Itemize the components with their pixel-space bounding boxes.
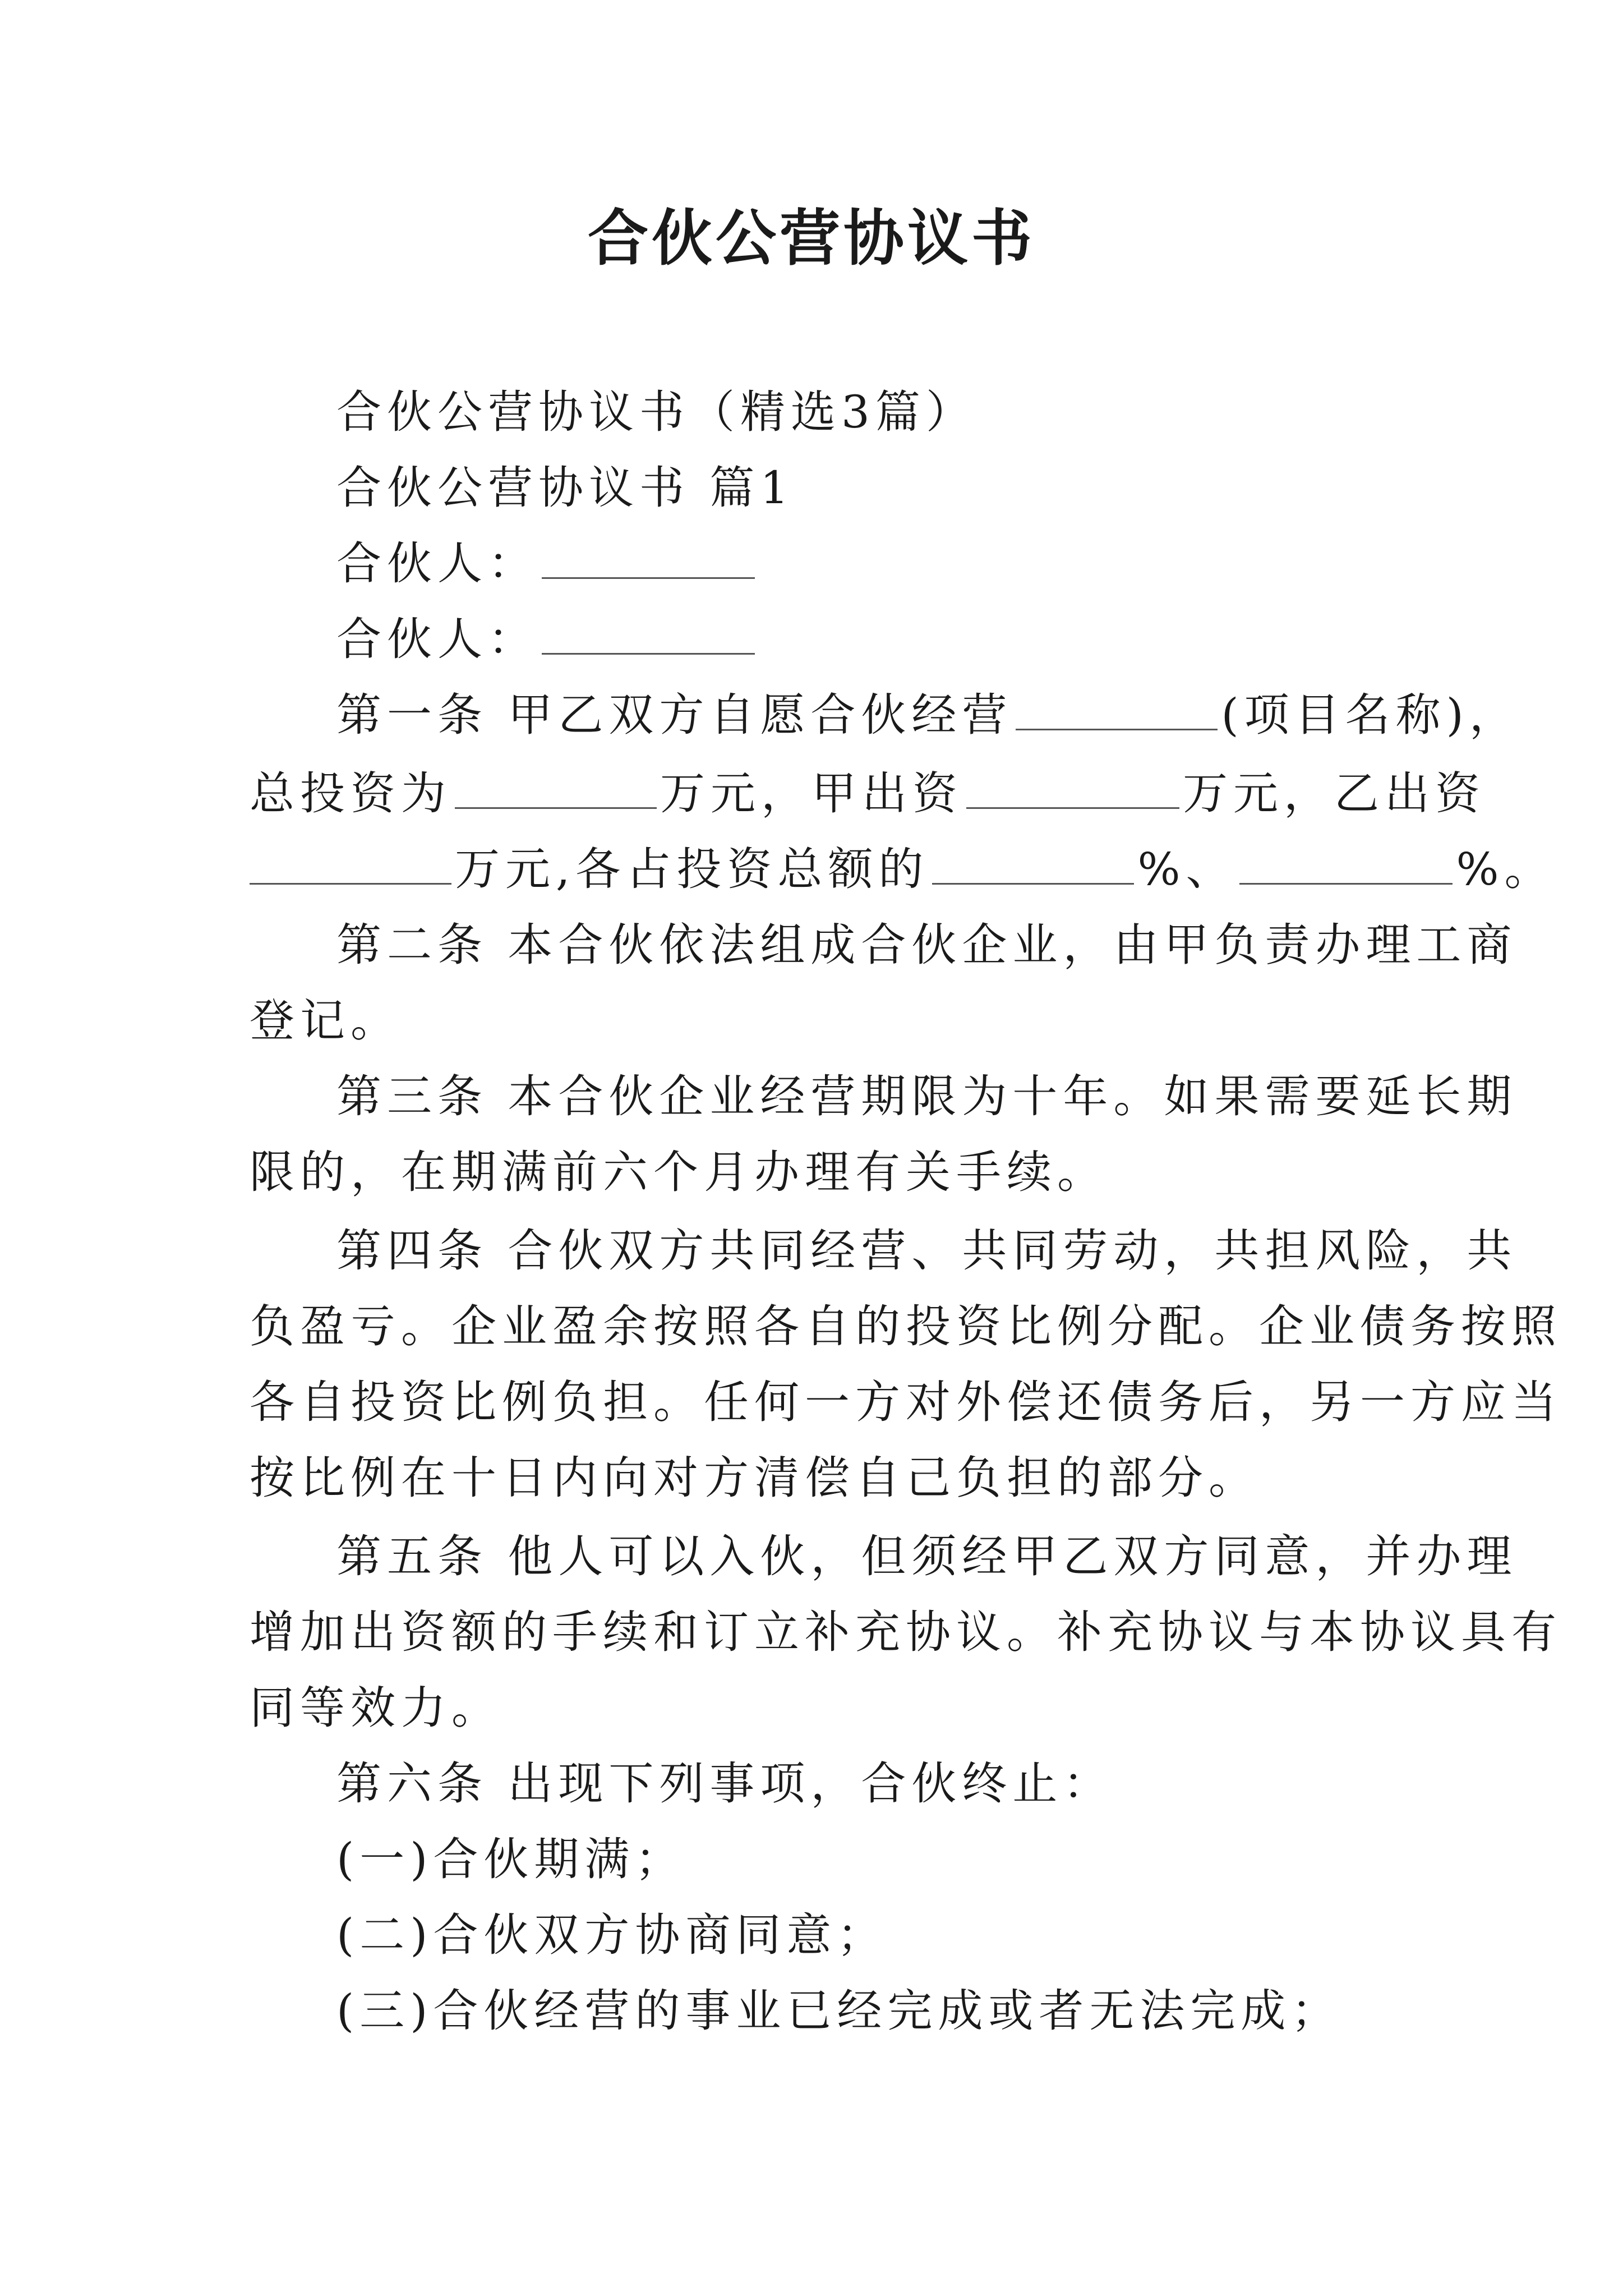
document-subtitle: 合伙公营协议书（精选3篇） [336,386,976,438]
article-1-text: 总投资为 [250,767,451,820]
article-1-line-1 [336,684,1520,746]
article-1-line-3 [250,839,1555,900]
partner-name-blank [542,542,755,579]
partner-name-blank [542,618,755,655]
partner-line-2 [336,609,758,670]
part-heading: 合伙公营协议书 篇1 [336,462,795,514]
article-1-line-2 [250,763,1486,825]
article-5-line-2: 增加出资额的手续和订立补充协议。补充协议与本协议具有 [250,1606,1562,1658]
article-1-text: (项目名称)， [1221,689,1520,741]
article-2-line-2: 登记。 [250,995,401,1047]
termination-item-3: (三)合伙经营的事业已经完成或者无法完成； [336,1985,1342,2037]
article-1-text: 万元，甲出资 [660,767,963,820]
article-5-line-1: 第五条 他人可以入伙，但须经甲乙双方同意，并办理 [336,1530,1518,1582]
article-4-line-2: 负盈亏。企业盈余按照各自的投资比例分配。企业债务按照 [250,1300,1562,1352]
article-1-text: 第一条 甲乙双方自愿合伙经营 [336,689,1013,741]
article-1-text: 万元,各占投资总额的 [455,843,929,895]
document-title: 合伙公营协议书 [587,203,1035,274]
partner-label: 合伙人： [336,537,538,590]
partner-line-1 [336,533,758,595]
party-a-investment-blank [966,772,1179,809]
party-a-percent-blank [932,848,1134,885]
article-1-text: 万元，乙出资 [1183,767,1486,820]
termination-item-1: (一)合伙期满； [336,1833,686,1885]
termination-item-2: (二)合伙双方协商同意； [336,1909,888,1961]
project-name-blank [1016,694,1218,730]
article-1-text: %、 [1137,843,1237,895]
party-b-investment-blank [250,848,451,885]
article-3-line-2: 限的，在期满前六个月办理有关手续。 [250,1146,1108,1198]
article-6-line-1: 第六条 出现下列事项，合伙终止： [336,1757,1114,1810]
party-b-percent-blank [1239,848,1453,885]
article-3-line-1: 第三条 本合伙企业经营期限为十年。如果需要延长期 [336,1070,1518,1122]
article-4-line-1: 第四条 合伙双方共同经营、共同劳动，共担风险，共 [336,1225,1518,1277]
article-2-line-1: 第二条 本合伙依法组成合伙企业，由甲负责办理工商 [336,919,1518,971]
total-investment-blank [455,772,657,809]
article-1-text: %。 [1456,843,1555,895]
partner-label: 合伙人： [336,613,538,665]
article-5-line-3: 同等效力。 [250,1682,502,1734]
article-4-line-4: 按比例在十日内向对方清偿自己负担的部分。 [250,1452,1259,1504]
article-4-line-3: 各自投资比例负担。任何一方对外偿还债务后，另一方应当 [250,1376,1562,1428]
